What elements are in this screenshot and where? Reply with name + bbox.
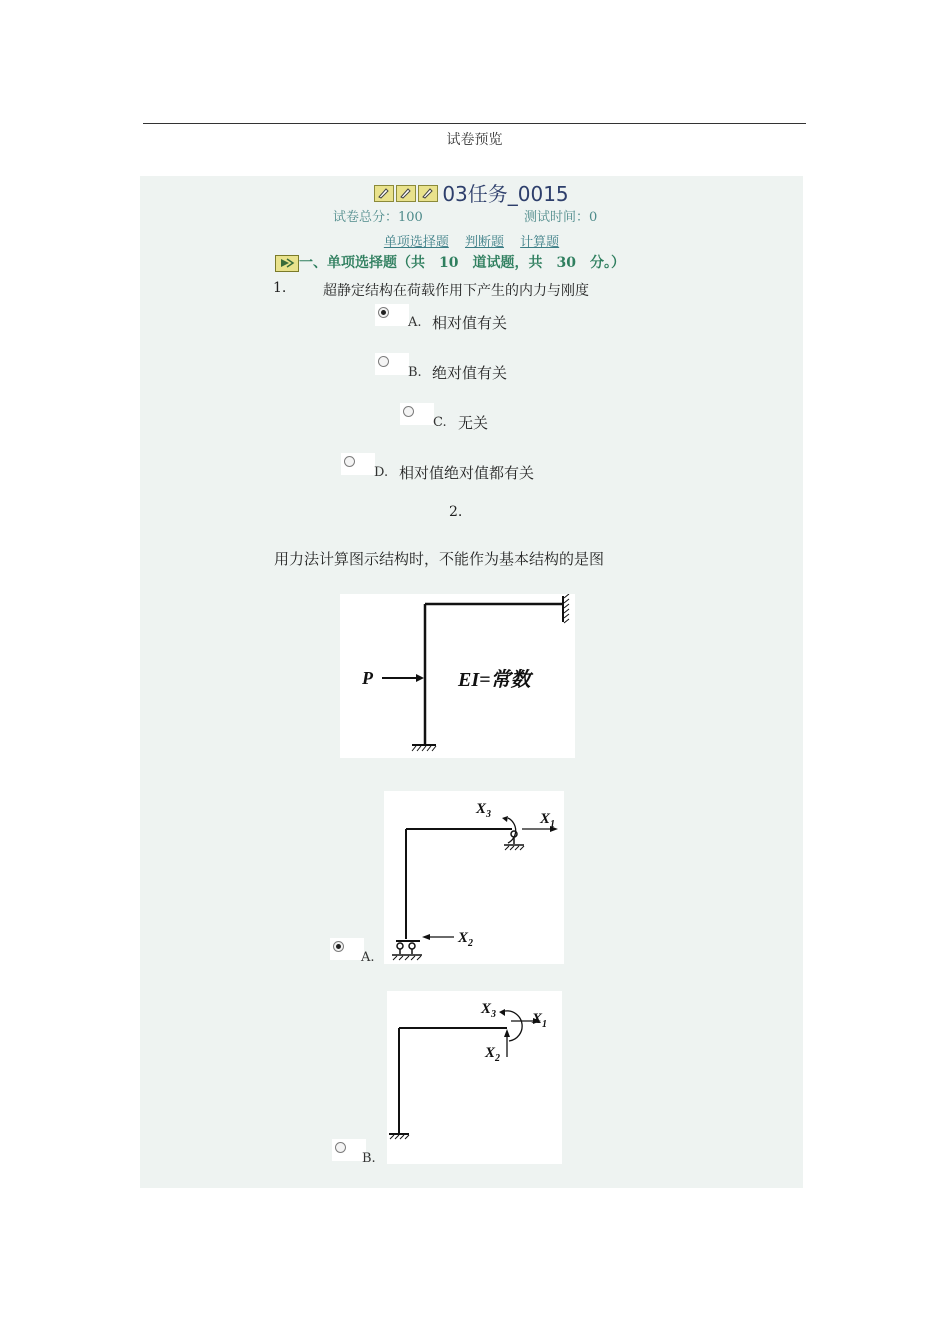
svg-text:X1 (531, 1011, 547, 1030)
q2-option-b-radio-box (332, 1139, 366, 1161)
x2-subscript: 2 (495, 1053, 501, 1064)
frame-diagram-b (387, 991, 562, 1164)
option-a-radio-box (375, 304, 409, 326)
x2-subscript: 2 (468, 938, 474, 949)
structure-figure (340, 594, 575, 758)
option-b-figure (387, 991, 562, 1164)
question-stem: 超静定结构在荷载作用下产生的内力与刚度 (323, 283, 589, 299)
header-rule (143, 123, 806, 124)
title-icons (374, 183, 440, 202)
x3-subscript: 3 (491, 1009, 497, 1020)
option-text: 相对值有关 (432, 314, 508, 332)
option-letter: B. (408, 365, 422, 380)
x2-label: X (485, 1045, 496, 1061)
x1-label: X (532, 1011, 543, 1027)
edit-pencil-icon (374, 185, 394, 202)
stiffness-label: EI=常数 (458, 669, 531, 691)
option-text: 无关 (458, 414, 489, 432)
svg-text:X1 (539, 811, 555, 830)
question-number: 1. (273, 280, 287, 296)
option-a-figure (384, 791, 564, 964)
svg-text:X2 (457, 930, 473, 949)
svg-text:X3 (475, 801, 491, 820)
frame-diagram-a (384, 791, 564, 964)
exam-title: 03任务_0015 (442, 182, 569, 206)
test-time: 测试时间：0 (524, 210, 598, 225)
section-nav (140, 231, 803, 250)
question-stem: 用力法计算图示结构时，不能作为基本结构的是图 (274, 550, 605, 568)
option-c-radio[interactable] (403, 406, 414, 417)
x3-subscript: 3 (486, 809, 492, 820)
option-b-radio-box (375, 353, 409, 375)
option-text: 绝对值有关 (432, 364, 508, 382)
nav-link-true-false[interactable]: 判断题 (464, 235, 504, 250)
option-letter: A. (361, 950, 375, 965)
edit-pencil-icon (418, 185, 438, 202)
svg-text:X3 (480, 1001, 496, 1020)
option-a-radio[interactable] (378, 307, 389, 318)
frame-diagram (340, 594, 575, 758)
nav-link-single-choice[interactable]: 单项选择题 (383, 235, 449, 250)
section-arrow-icon (275, 255, 299, 272)
option-d-radio[interactable] (344, 456, 355, 467)
load-label: P (362, 668, 373, 688)
option-letter: C. (433, 415, 447, 430)
exam-title-row (140, 178, 803, 204)
svg-text:X2 (484, 1045, 500, 1064)
option-d-radio-box (341, 453, 375, 475)
section-title: 一、单项选择题（共 10 道试题，共 30 分。） (299, 255, 625, 271)
nav-link-calculation[interactable]: 计算题 (520, 235, 560, 250)
option-b-radio[interactable] (378, 356, 389, 367)
option-c-radio-box (400, 403, 434, 425)
x2-label: X (458, 930, 469, 946)
x1-subscript: 1 (550, 819, 556, 830)
q2-option-b-radio[interactable] (335, 1142, 346, 1153)
section-heading (275, 252, 625, 274)
x1-label: X (540, 811, 551, 827)
edit-pencil-icon (396, 185, 416, 202)
option-text: 相对值绝对值都有关 (399, 464, 535, 482)
x1-subscript: 1 (542, 1019, 548, 1030)
option-letter: B. (362, 1151, 376, 1166)
option-letter: D. (374, 465, 389, 480)
document-header: 试卷预览 (446, 132, 503, 148)
question-number: 2. (449, 504, 463, 520)
x3-label: X (481, 1001, 492, 1017)
q2-option-a-radio-box (330, 938, 364, 960)
exam-panel (140, 176, 803, 1188)
q2-option-a-radio[interactable] (333, 941, 344, 952)
total-score: 试卷总分：100 (333, 210, 423, 225)
option-letter: A. (408, 315, 422, 330)
x3-label: X (476, 801, 487, 817)
